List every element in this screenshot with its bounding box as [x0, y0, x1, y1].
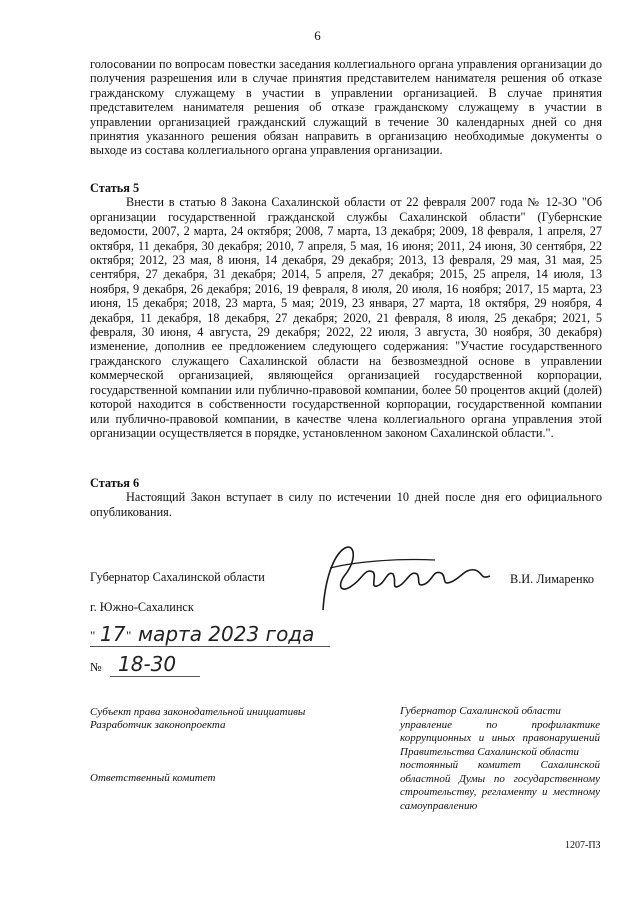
date-handwritten: марта 2023 года — [138, 622, 315, 646]
article-6-text: Настоящий Закон вступает в силу по истечении 10 дней после дня его официального опубликования. — [90, 490, 602, 519]
date-underline — [90, 646, 330, 647]
intro-paragraph: голосовании по вопросам повестки заседания коллегиального органа управления организации до получения разрешения или в случае принятия представителем нанимателя решения об отказе гражданскому служащему в участии в управлении организацией. В случае принятия представителем нанимателя решения об отказе гражданскому служащему в участии в управлении организацией гражданский служащий в течение 30 календарных дней со дня принятия указанного решения обязан направить в организацию необходимые документы о выходе из состава коллегиального органа управления организации. — [90, 57, 602, 158]
city: г. Южно-Сахалинск — [90, 600, 194, 614]
article-5 — [90, 181, 602, 440]
page-number: 6 — [314, 28, 321, 43]
document-code: 1207-ПЗ — [565, 840, 601, 851]
governor-name: В.И. Лимаренко — [510, 572, 595, 586]
article-6 — [90, 476, 602, 519]
footer-left-line1: Субъект права законодательной инициативы — [90, 706, 306, 718]
footer-left-line2: Разработчик законопроекта — [90, 719, 226, 731]
date-close-quote: " — [126, 628, 132, 643]
date-open-quote: " — [90, 628, 96, 643]
footer-right-block3: постоянный комитет Сахалинской областной Думы по государственному строительству, регламенту и местному самоуправлению — [400, 759, 600, 812]
number-label: № — [90, 660, 102, 674]
governor-title: Губернатор Сахалинской области — [90, 570, 265, 584]
number-underline — [110, 676, 200, 677]
footer-left-line3: Ответственный комитет — [90, 772, 216, 784]
article-5-heading: Статья 5 — [90, 181, 140, 195]
footer-right-block2: управление по профилактике коррупционных и иных правонарушений Правительства Сахалинской области — [400, 718, 600, 758]
article-6-heading: Статья 6 — [90, 476, 140, 490]
intro-paragraph-block — [90, 57, 602, 158]
footer-right-column — [400, 705, 600, 813]
article-5-text: Внести в статью 8 Закона Сахалинской области от 22 февраля 2007 года № 12-ЗО "Об организации государственной гражданской службы Сахалинской области" (Губернские ведомости, 2007, 2 марта, 24 октября; 2008, 7 марта, 13 декабря; 2009, 18 февраля, 1 апреля, 27 октября, 11 декабря, 30 декабря; 2010, 7 апреля, 5 мая, 16 июня; 2011, 24 июня, 30 сентября, 22 октября; 2012, 23 мая, 8 июня, 14 декабря, 29 декабря; 2013, 13 февраля, 29 мая, 31 мая, 25 сентября, 27 декабря, 31 декабря; 2014, 5 апреля, 27 декабря; 2015, 25 апреля, 14 июля, 13 ноября, 9 декабря, 26 декабря; 2016, 19 февраля, 8 июля, 20 июля, 16 ноября; 2017, 15 марта, 23 июня, 15 декабря; 2018, 23 марта, 5 мая; 2019, 23 января, 27 марта, 18 октября, 29 ноября, 4 декабря, 11 декабря, 18 декабря, 27 декабря; 2020, 21 февраля, 8 июля, 25 декабря; 2021, 5 февраля, 30 июня, 4 августа, 29 декабря; 2022, 22 июля, 3 августа, 30 ноября, 30 декабря) изменение, дополнив ее предложением следующего содержания: "Участие государственного гражданского служащего Сахалинской области на безвозмездной основе в управлении коммерческой организацией, являющейся организацией государственной корпорации, государственной компании или публично-правовой компании, более 50 процентов акций (долей) которой находится в собственности государственной корпорации, государственной компании или публично-правовой компании, в качестве члена коллегиального органа управления этой организации осуществляется в порядке, установленном законом Сахалинской области.". — [90, 195, 602, 440]
governor-signature — [315, 540, 500, 615]
number-handwritten: 18-30 — [118, 652, 177, 676]
date-day: 17 — [100, 622, 126, 646]
footer-right-block1: Губернатор Сахалинской области — [400, 705, 561, 717]
